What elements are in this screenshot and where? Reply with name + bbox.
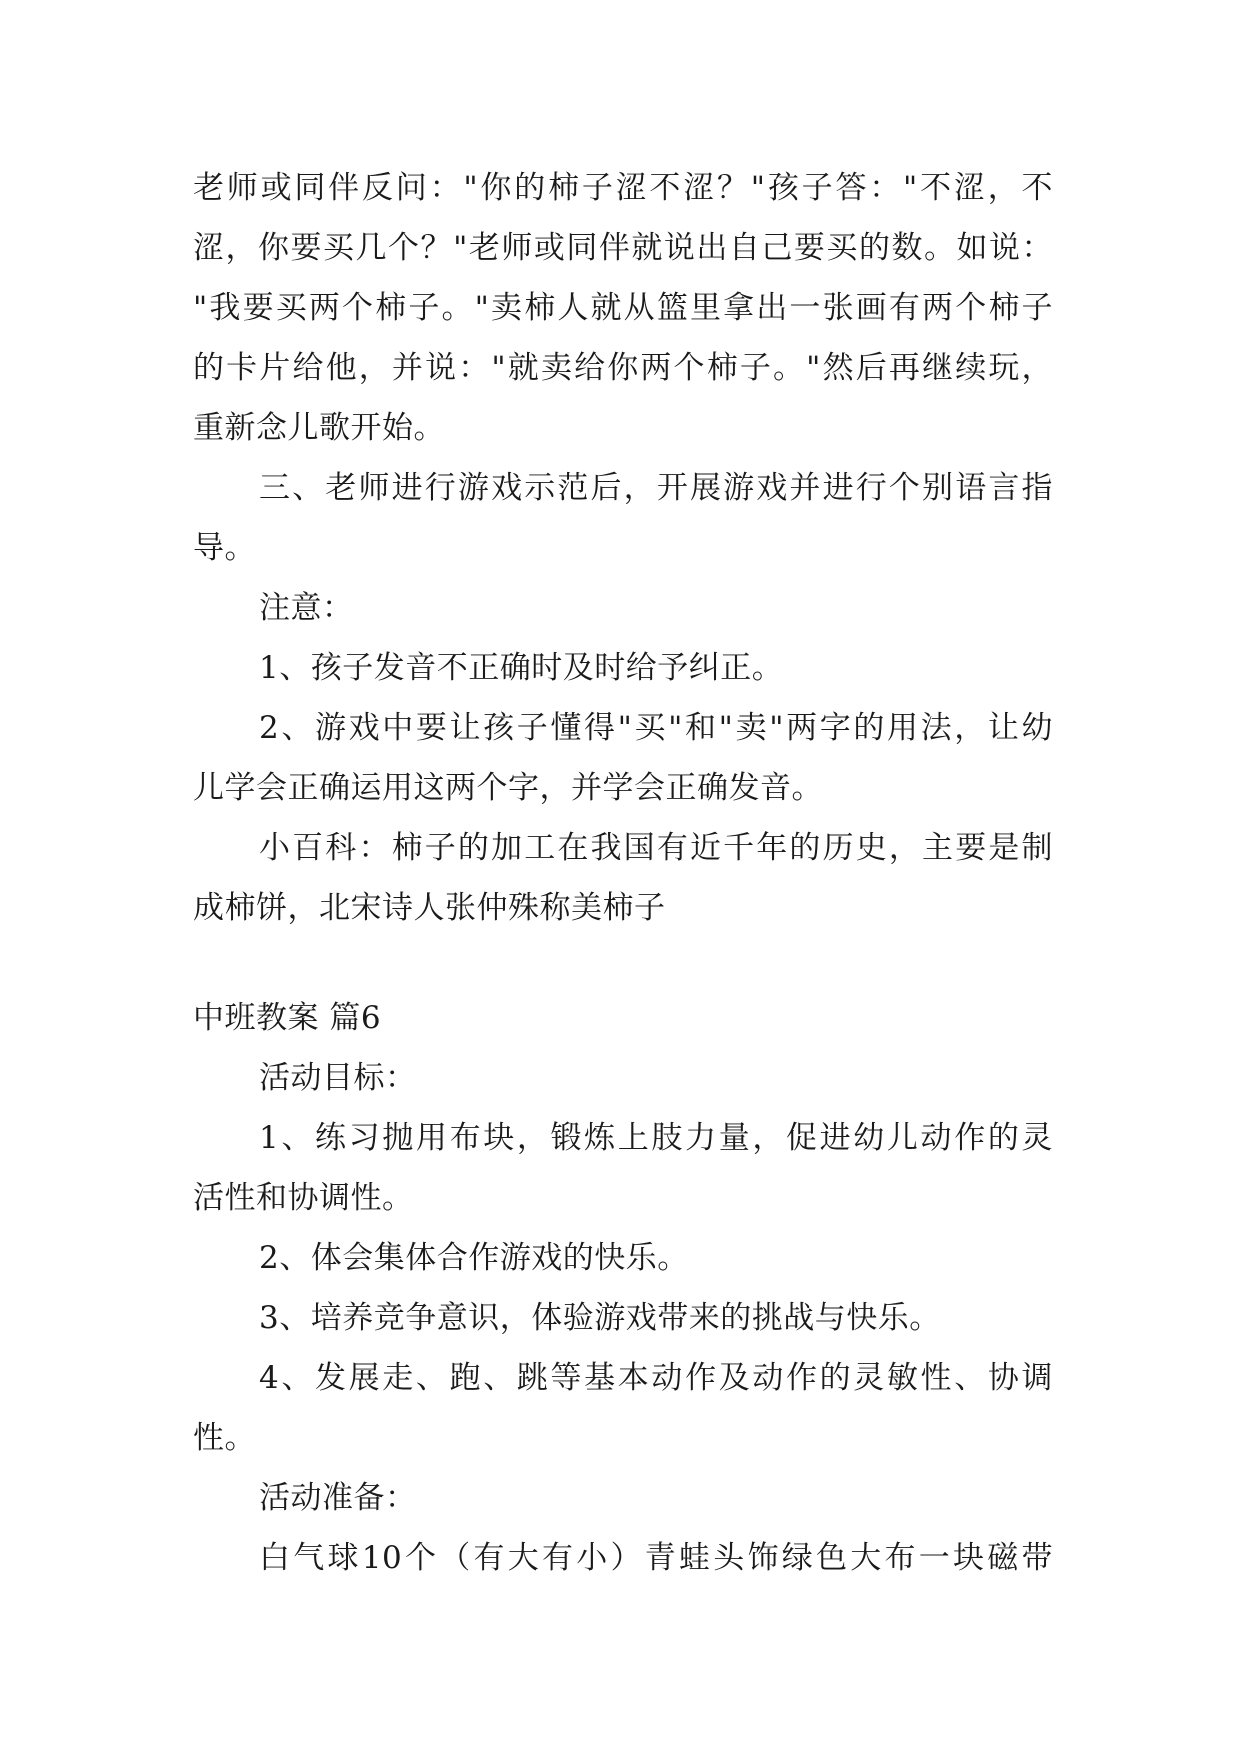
paragraph-objective-two (193, 1228, 1053, 1288)
text-line: 2、游戏中要让孩子懂得"买"和"卖"两字的用法，让幼 (259, 710, 1053, 746)
text-line: 重新念儿歌开始。 (193, 410, 445, 446)
document-page (193, 158, 1053, 1588)
paragraph-objectives-heading (193, 1048, 1053, 1108)
paragraph-note-two (193, 698, 1053, 818)
text-line: 老师或同伴反问："你的柿子涩不涩？"孩子答："不涩，不 (193, 170, 1053, 206)
paragraph-step-three (193, 458, 1053, 578)
text-line: 性。 (193, 1420, 256, 1456)
text-line: 1、孩子发音不正确时及时给予纠正。 (259, 650, 784, 686)
paragraph-objective-one (193, 1108, 1053, 1228)
paragraph-objective-three (193, 1288, 1053, 1348)
paragraph-note-one (193, 638, 1053, 698)
text-line: 4、发展走、跑、跳等基本动作及动作的灵敏性、协调 (259, 1360, 1053, 1396)
text-line: 白气球10个（有大有小）青蛙头饰绿色大布一块磁带 (259, 1540, 1053, 1576)
text-line: 成柿饼，北宋诗人张仲殊称美柿子 (193, 890, 666, 926)
text-line: 的卡片给他，并说："就卖给你两个柿子。"然后再继续玩， (193, 350, 1053, 386)
text-line: "我要买两个柿子。"卖柿人就从篮里拿出一张画有两个柿子 (193, 290, 1053, 326)
text-line: 涩，你要买几个？"老师或同伴就说出自己要买的数。如说： (193, 230, 1053, 266)
section-heading: 中班教案 篇6 (193, 1000, 382, 1036)
text-line: 1、练习抛用布块，锻炼上肢力量，促进幼儿动作的灵 (259, 1120, 1053, 1156)
paragraph-preparation-heading (193, 1468, 1053, 1528)
text-line: 活动目标： (259, 1060, 417, 1096)
text-line: 注意： (259, 590, 354, 626)
text-line: 小百科：柿子的加工在我国有近千年的历史，主要是制 (259, 830, 1053, 866)
text-line: 2、体会集体合作游戏的快乐。 (259, 1240, 689, 1276)
text-line: 3、培养竞争意识，体验游戏带来的挑战与快乐。 (259, 1300, 941, 1336)
section-gap (193, 938, 1053, 988)
paragraph-objective-four (193, 1348, 1053, 1468)
text-line: 活性和协调性。 (193, 1180, 414, 1216)
text-line: 三、老师进行游戏示范后，开展游戏并进行个别语言指 (259, 470, 1053, 506)
paragraph-game-dialogue (193, 158, 1053, 458)
text-line: 儿学会正确运用这两个字，并学会正确发音。 (193, 770, 823, 806)
paragraph-notes-heading (193, 578, 1053, 638)
text-line: 活动准备： (259, 1480, 417, 1516)
paragraph-encyclopedia (193, 818, 1053, 938)
text-line: 导。 (193, 530, 256, 566)
paragraph-materials (193, 1528, 1053, 1588)
